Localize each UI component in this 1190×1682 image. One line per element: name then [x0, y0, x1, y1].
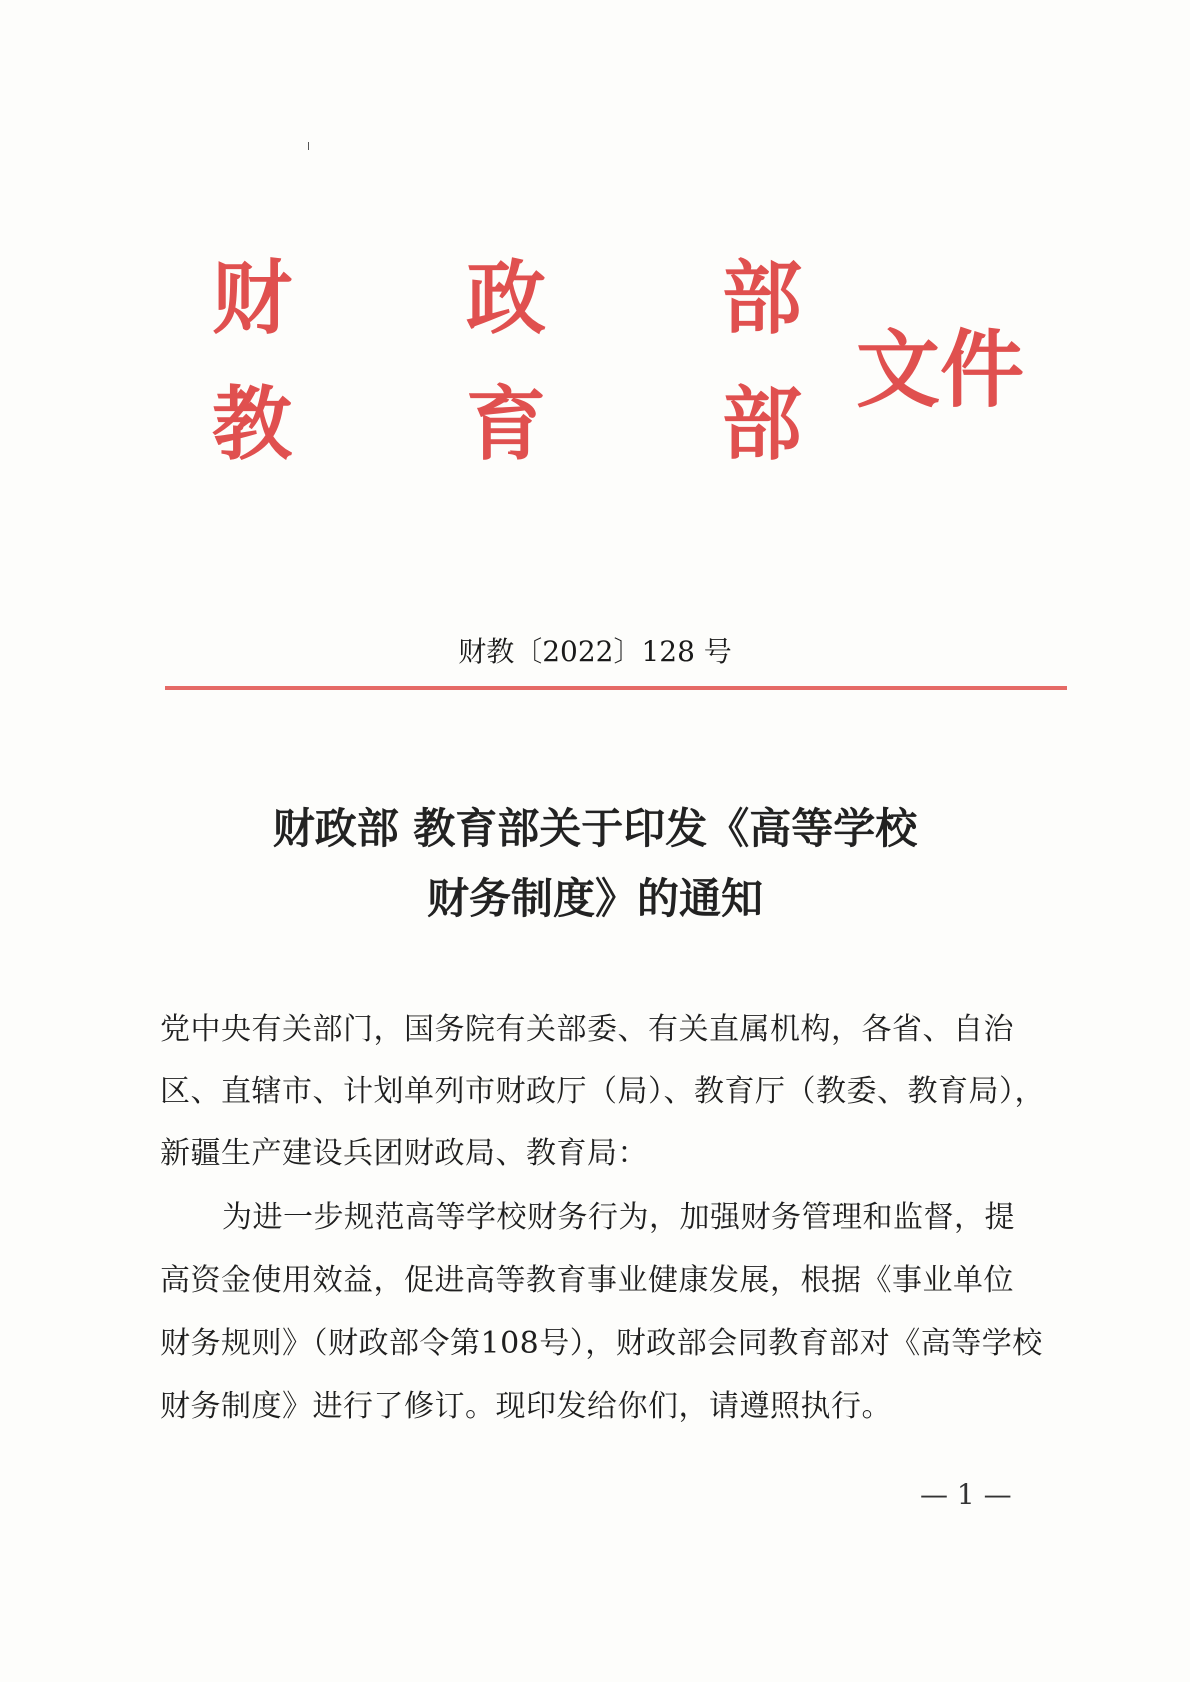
masthead-char: 部 [722, 377, 802, 471]
masthead-char: 育 [466, 377, 546, 471]
body-line: 为进一步规范高等学校财务行为，加强财务管理和监督，提 [222, 1200, 1015, 1235]
document-number: 财教〔2022〕128 号 [458, 635, 732, 668]
masthead-char: 政 [466, 251, 546, 345]
body-line: 财务制度》进行了修订。现印发给你们，请遵照执行。 [160, 1389, 892, 1424]
page-number: — 1 — [920, 1478, 1012, 1511]
masthead-char: 财 [212, 251, 292, 345]
body-line: 党中央有关部门，国务院有关部委、有关直属机构，各省、自治 [160, 1012, 1014, 1047]
document-title-line-2: 财务制度》的通知 [426, 874, 763, 923]
body-line: 财务规则》（财政部令第108号），财政部会同教育部对《高等学校 [160, 1326, 1043, 1361]
document-title-line-1: 财政部 教育部关于印发《高等学校 [272, 804, 918, 853]
masthead-suffix: 文件 [856, 320, 1025, 419]
body-line: 高资金使用效益，促进高等教育事业健康发展，根据《事业单位 [160, 1263, 1014, 1298]
masthead-char: 部 [722, 251, 802, 345]
red-divider-rule [165, 686, 1067, 690]
body-line: 新疆生产建设兵团财政局、教育局： [160, 1136, 648, 1171]
body-line: 区、直辖市、计划单列市财政厅（局）、教育厅（教委、教育局）， [160, 1074, 1045, 1109]
scan-mark [308, 142, 309, 150]
masthead-char: 教 [212, 377, 292, 471]
